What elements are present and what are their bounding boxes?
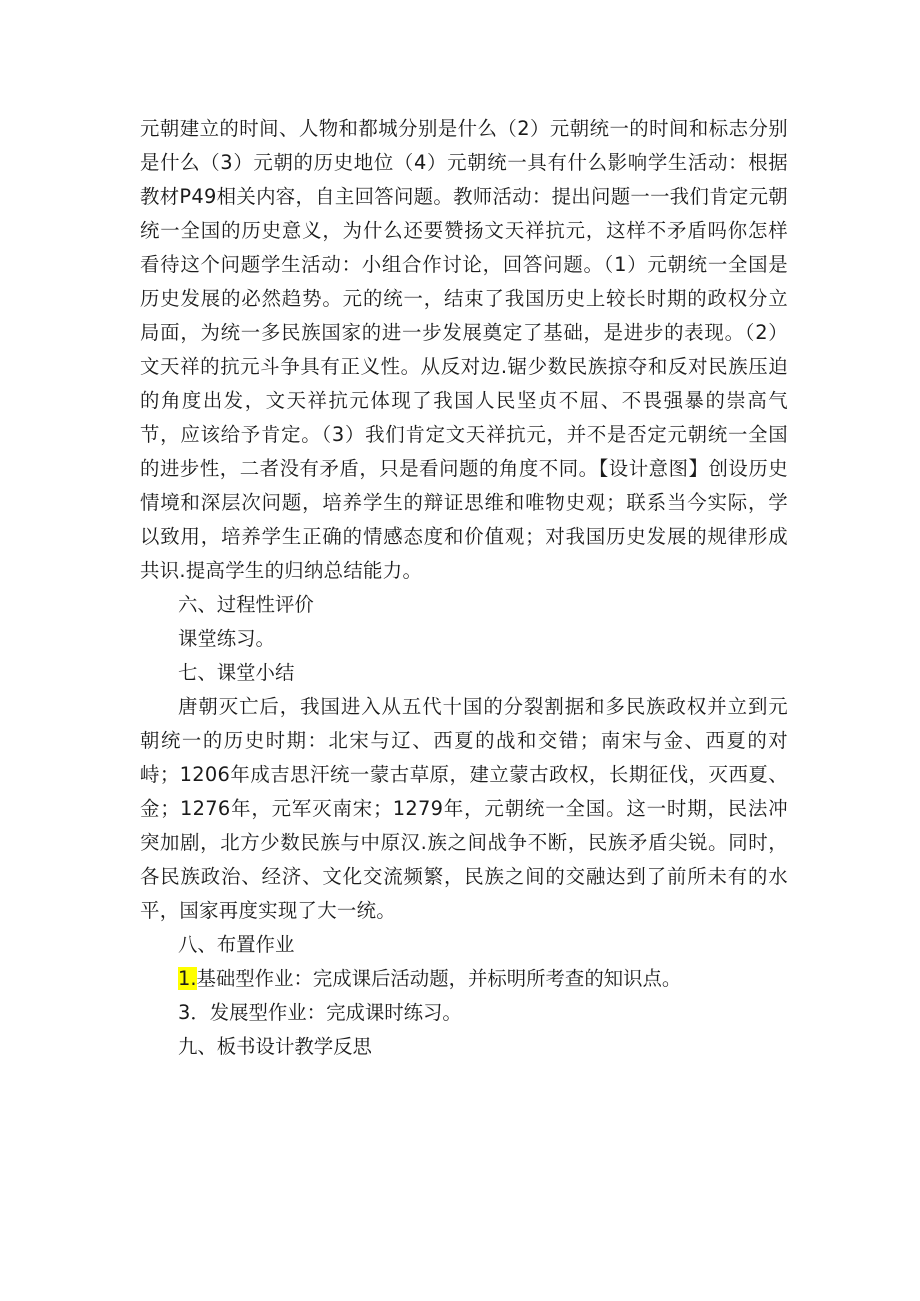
- document-body: [140, 112, 788, 1064]
- paragraph-lesson-summary: 唐朝灭亡后，我国进入从五代十国的分裂割据和多民族政权并立到元朝统一的历史时期：北宋与辽、西夏的战和交错；南宋与金、西夏的对峙；1206年成吉思汗统一蒙古草原，建立蒙古政权，长期征伐，灭西夏、金；1276年，元军灭南宋；1279年，元朝统一全国。这一时期，民法冲突加剧，北方少数民族与中原汉.族之间战争不断，民族矛盾尖锐。同时，各民族政治、经济、文化交流频繁，民族之间的交融达到了前所未有的水平，国家再度实现了大一统。: [140, 695, 788, 922]
- paragraph-lesson-activity: 元朝建立的时间、人物和都城分别是什么（2）元朝统一的时间和标志分别是什么（3）元朝的历史地位（4）元朝统一具有什么影响学生活动：根据教材P49相关内容，自主回答问题。教师活动：提出问题一一我们肯定元朝统一全国的历史意义，为什么还要赞扬文天祥抗元，这样不矛盾吗你怎样看待这个问题学生活动：小组合作讨论，回答问题。（1）元朝统一全国是历史发展的必然趋势。元的统一，结束了我国历史上较长时期的政权分立局面，为统一多民族国家的进一步发展奠定了基础，是进步的表现。（2）文天祥的抗元斗争具有正义性。从反对边.锯少数民族掠夺和反对民族压迫的角度出发，文天祥抗元体现了我国人民坚贞不屈、不畏强暴的崇高气节，应该给予肯定。（3）我们肯定文天祥抗元，并不是否定元朝统一全国的进步性，二者没有矛盾，只是看问题的角度不同。【设计意图】创设历史情境和深层次问题，培养学生的辩证思维和唯物史观；联系当今实际，学以致用，培养学生正确的情感态度和价值观；对我国历史发展的规律形成共识.提高学生的归纳总结能力。: [140, 117, 788, 582]
- homework-item-1: [140, 962, 788, 996]
- homework-item-1-number: 1.: [178, 967, 197, 990]
- heading-lesson-summary: 七、课堂小结: [178, 661, 295, 684]
- homework-item-1-text: 基础型作业：完成课后活动题，并标明所考查的知识点。: [196, 967, 682, 990]
- heading-homework: 八、布置作业: [178, 933, 295, 956]
- heading-process-evaluation: 六、过程性评价: [178, 593, 314, 616]
- classroom-practice-text: 课堂练习。: [178, 627, 275, 650]
- homework-item-2: 3．发展型作业：完成课时练习。: [178, 1001, 462, 1024]
- heading-board-design: 九、板书设计教学反思: [178, 1035, 372, 1058]
